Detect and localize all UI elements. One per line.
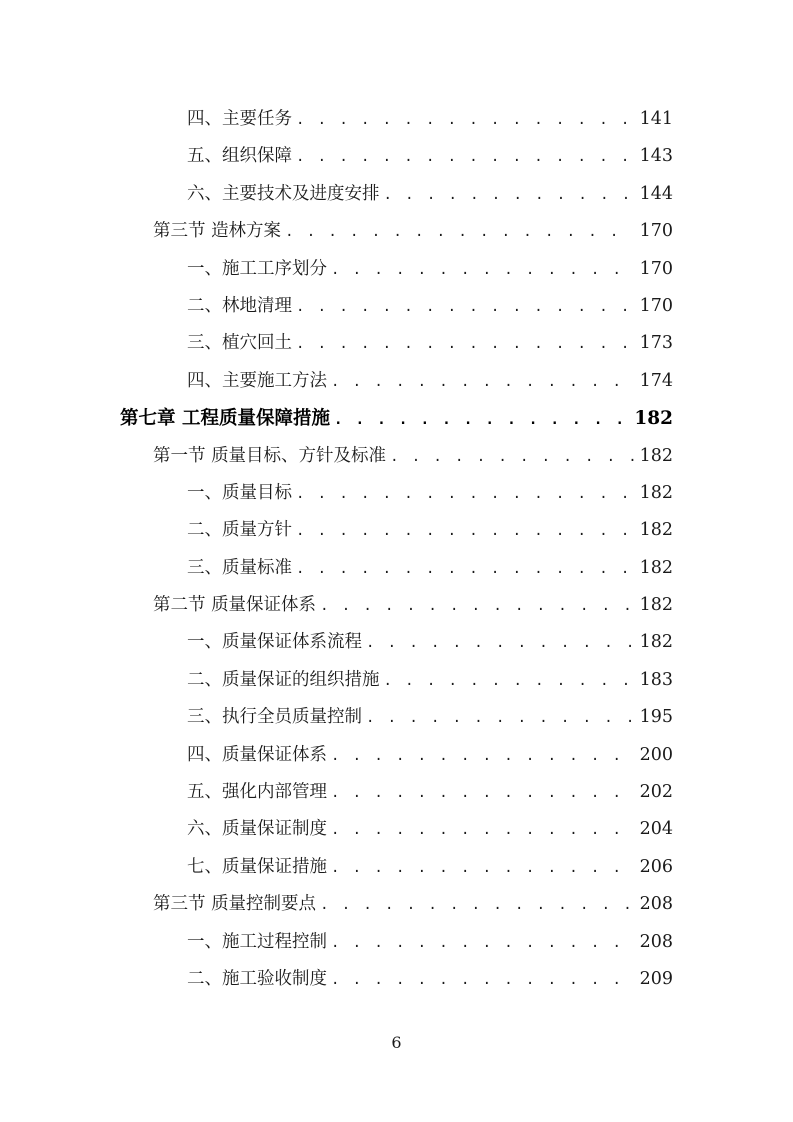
toc-item-entry[interactable] (0, 138, 793, 175)
toc-dot-leader (331, 962, 634, 998)
toc-item-entry[interactable] (0, 550, 793, 587)
toc-dot-leader (331, 812, 634, 848)
toc-entry-page-number: 208 (639, 931, 673, 952)
toc-entry-page-number: 204 (639, 819, 673, 840)
toc-item-entry[interactable] (0, 774, 793, 811)
toc-entry-title: 四、质量保证体系 (187, 744, 327, 765)
toc-entry-title: 三、执行全员质量控制 (187, 707, 362, 728)
toc-dot-leader (366, 625, 634, 661)
toc-entry-page-number: 174 (639, 370, 673, 391)
toc-dot-leader (384, 663, 634, 699)
toc-entry-page-number: 182 (639, 557, 673, 578)
toc-entry-page-number: 202 (639, 782, 673, 803)
toc-item-entry[interactable] (0, 924, 793, 961)
toc-entry-page-number: 182 (639, 445, 673, 466)
toc-dot-leader (331, 364, 634, 400)
toc-entry-title: 第三节 造林方案 (153, 221, 282, 242)
toc-entry-page-number: 170 (639, 295, 673, 316)
toc-dot-leader (296, 513, 634, 549)
toc-entry-page-number: 182 (639, 482, 673, 503)
toc-section-entry[interactable] (0, 587, 793, 624)
toc-item-entry[interactable] (0, 475, 793, 512)
toc-dot-leader (331, 738, 634, 774)
toc-section-entry[interactable] (0, 213, 793, 250)
toc-entry-page-number: 200 (639, 744, 673, 765)
toc-item-entry[interactable] (0, 363, 793, 400)
toc-entry-title: 四、主要施工方法 (187, 370, 327, 391)
toc-entry-page-number: 182 (639, 520, 673, 541)
toc-item-entry[interactable] (0, 811, 793, 848)
toc-dot-leader (296, 102, 634, 138)
toc-item-entry[interactable] (0, 662, 793, 699)
toc-dot-leader (320, 588, 634, 624)
toc-entry-page-number: 182 (639, 595, 673, 616)
toc-entry-page-number: 170 (639, 221, 673, 242)
toc-chapter-entry[interactable] (0, 400, 793, 437)
toc-dot-leader (331, 925, 634, 961)
toc-entry-title: 二、质量保证的组织措施 (187, 669, 380, 690)
toc-entry-title: 第二节 质量保证体系 (153, 595, 317, 616)
page-number: 6 (391, 1033, 402, 1052)
toc-dot-leader (331, 775, 634, 811)
toc-entry-title: 二、林地清理 (187, 295, 292, 316)
toc-entry-page-number: 182 (634, 408, 673, 430)
toc-entry-page-number: 209 (639, 968, 673, 989)
toc-section-entry[interactable] (0, 886, 793, 923)
toc-entry-page-number: 195 (639, 707, 673, 728)
toc-entry-title: 五、组织保障 (187, 146, 292, 167)
toc-item-entry[interactable] (0, 737, 793, 774)
toc-entry-title: 四、主要任务 (187, 109, 292, 129)
toc-item-entry[interactable] (0, 512, 793, 549)
toc-item-entry[interactable] (0, 288, 793, 325)
toc-dot-leader (366, 700, 634, 736)
toc-section-entry[interactable] (0, 438, 793, 475)
toc-entry-page-number: 182 (639, 632, 673, 653)
toc-entry-title: 二、施工验收制度 (187, 968, 327, 989)
toc-item-entry[interactable] (0, 325, 793, 362)
table-of-contents (0, 101, 793, 998)
toc-item-entry[interactable] (0, 961, 793, 998)
toc-dot-leader (296, 476, 634, 512)
toc-entry-title: 第三节 质量控制要点 (153, 894, 317, 915)
toc-item-entry[interactable] (0, 176, 793, 213)
toc-entry-page-number: 144 (639, 183, 673, 204)
toc-item-entry[interactable] (0, 699, 793, 736)
toc-dot-leader (390, 439, 634, 475)
toc-entry-title: 第一节 质量目标、方针及标准 (153, 445, 387, 466)
toc-dot-leader (331, 850, 634, 886)
toc-entry-page-number: 208 (639, 894, 673, 915)
toc-dot-leader (296, 289, 634, 325)
toc-entry-page-number: 143 (639, 146, 673, 167)
toc-entry-title: 六、质量保证制度 (187, 819, 327, 840)
toc-entry-title: 五、强化内部管理 (187, 782, 327, 803)
toc-entry-title: 二、质量方针 (187, 520, 292, 541)
toc-dot-leader (296, 326, 634, 362)
toc-entry-page-number: 173 (639, 333, 673, 354)
toc-entry-page-number: 183 (639, 669, 673, 690)
toc-entry-title: 三、质量标准 (187, 557, 292, 578)
toc-entry-title: 一、质量目标 (187, 482, 292, 503)
toc-dot-leader (296, 551, 634, 587)
toc-entry-title: 一、质量保证体系流程 (187, 632, 362, 653)
toc-entry-title: 七、质量保证措施 (187, 856, 327, 877)
toc-dot-leader (384, 177, 634, 213)
toc-entry-title: 一、施工工序划分 (187, 258, 327, 279)
toc-dot-leader (331, 252, 634, 288)
toc-entry-page-number: 141 (639, 109, 673, 129)
toc-item-entry[interactable] (0, 624, 793, 661)
toc-item-entry[interactable] (0, 849, 793, 886)
toc-entry-title: 六、主要技术及进度安排 (187, 183, 380, 204)
toc-dot-leader (320, 887, 634, 923)
toc-entry-title: 三、植穴回土 (187, 333, 292, 354)
toc-dot-leader (334, 402, 628, 437)
toc-item-entry[interactable] (0, 101, 793, 138)
toc-dot-leader (285, 214, 634, 250)
toc-entry-title: 一、施工过程控制 (187, 931, 327, 952)
toc-item-entry[interactable] (0, 251, 793, 288)
toc-dot-leader (296, 139, 634, 175)
toc-entry-page-number: 206 (639, 856, 673, 877)
toc-entry-title: 第七章 工程质量保障措施 (120, 408, 330, 430)
toc-entry-page-number: 170 (639, 258, 673, 279)
